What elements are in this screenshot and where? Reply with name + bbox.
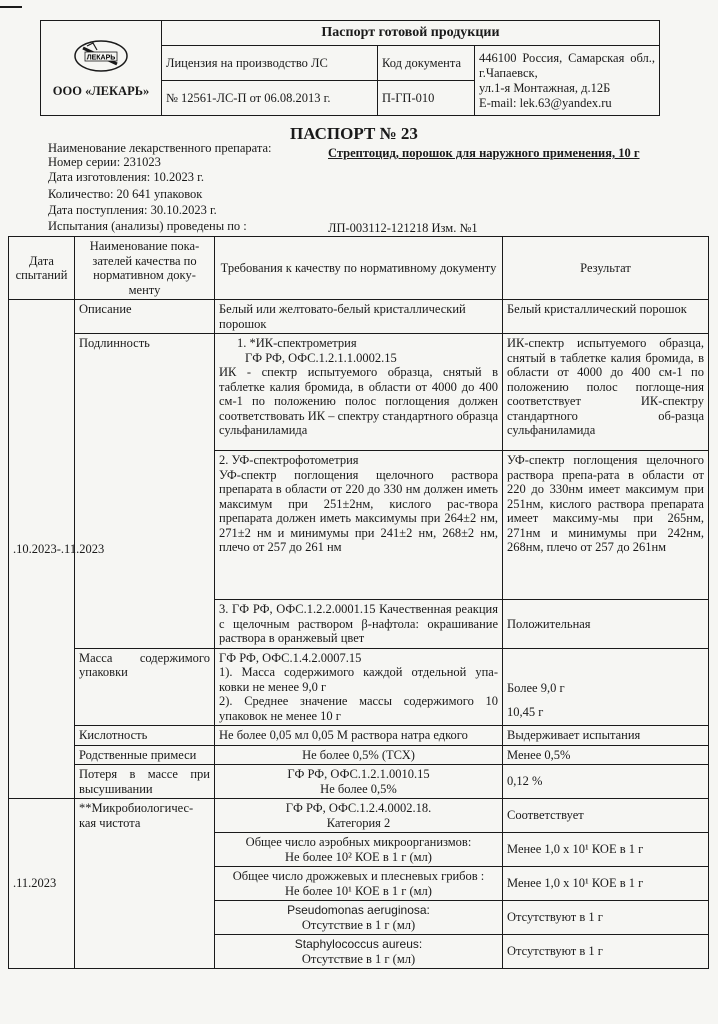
req-aerobic	[215, 833, 503, 867]
tests-label: Испытания (анализы) проведены по :	[48, 219, 247, 233]
mass-req-2: 2). Среднее значение массы содержимого 10 упаковок не менее 10 г	[219, 694, 498, 723]
doc-code-value: П-ГП-010	[378, 81, 475, 116]
table-row	[9, 799, 709, 833]
header-result: Результат	[503, 237, 709, 300]
yeast-limit: Не более 10¹ КОЕ в 1 г (мл)	[285, 883, 432, 898]
res-yeast: Менее 1,0 х 10¹ КОЕ в 1 г	[503, 867, 709, 901]
req-yeast	[215, 867, 503, 901]
address-line-2: ул.1-я Монтажная, д.12Б	[479, 80, 611, 95]
res-identity-uv: УФ-спектр поглощения щелочного раствора препа-рата в области от 220 до 330нм имеет максимум при 251нм, кислого раствора препарата имеет максиму-мы при 265нм, 271нм и минимумы при 242нм, 268нм, плечо от 257 до 261нм	[503, 451, 709, 600]
doc-code-label: Код документа	[378, 46, 475, 81]
ir-title: 1. *ИК-спектрометрия	[237, 336, 357, 350]
drug-label: Наименование лекарственного препарата:	[48, 141, 272, 155]
date-cell-2: .11.2023	[9, 799, 75, 969]
aerobic-limit: Не более 10² КОЕ в 1 г (мл)	[285, 849, 432, 864]
pseudomonas-limit: Отсутствие в 1 г (мл)	[301, 917, 416, 932]
req-identity-reaction: 3. ГФ РФ, ОФС.1.2.2.0001.15 Качественная реакция с щелочным раствором β-нафтола: окрашивание раствора в оранжевый цвет	[215, 600, 503, 649]
indicator-description: Описание	[75, 300, 215, 334]
res-mass	[503, 648, 709, 726]
table-row	[9, 648, 709, 726]
req-micro	[215, 799, 503, 833]
table-row	[9, 745, 709, 765]
company-name: ООО «ЛЕКАРЬ»	[52, 83, 150, 98]
series-number: Номер серии: 231023	[48, 155, 161, 169]
table-row	[9, 300, 709, 334]
license-label: Лицензия на производство ЛС	[162, 46, 378, 81]
mass-ref: ГФ РФ, ОФС.1.4.2.0007.15	[219, 650, 362, 665]
date-cell-1: .10.2023-.11.2023	[9, 300, 75, 799]
micro-category: Категория 2	[326, 815, 391, 830]
res-aerobic: Менее 1,0 х 10¹ КОЕ в 1 г	[503, 833, 709, 867]
req-staphylococcus	[215, 935, 503, 969]
scan-mark	[0, 6, 22, 8]
drug-value: Стрептоцид, порошок для наружного применения, 10 г	[328, 146, 640, 160]
req-identity-uv	[215, 451, 503, 600]
table-row	[9, 334, 709, 451]
res-acidity: Выдерживает испытания	[503, 726, 709, 746]
tests-value: ЛП-003112-121218 Изм. №1	[328, 221, 478, 235]
req-pseudomonas	[215, 901, 503, 935]
staphylococcus-limit: Отсутствие в 1 г (мл)	[301, 951, 416, 966]
table-row	[9, 726, 709, 746]
document-header	[40, 20, 660, 116]
loss-ref: ГФ РФ, ОФС.1.2.1.0010.15	[287, 767, 430, 781]
req-description: Белый или желтовато-белый кристаллический порошок	[215, 300, 503, 334]
mass-res-2: 10,45 г	[507, 705, 544, 719]
mass-req-1: 1). Масса содержимого каждой отдельной упа-ковки не менее 9,0 г	[219, 665, 498, 694]
header-title: Паспорт готовой продукции	[162, 21, 660, 46]
manufacture-date: Дата изготовления: 10.2023 г.	[48, 170, 204, 184]
uv-req: УФ-спектр поглощения щелочного раствора препарата в области от 220 до 330 нм должен иметь максимум при 251±2нм, кислого рас-твора препарата должен иметь максимумы при 264±2 нм, 271±2 нм и минимумы при 241±2 нм, 268±2 нм, плечо от 257 до 261 нм	[219, 467, 498, 554]
res-pseudomonas: Отсутствуют в 1 г	[503, 901, 709, 935]
req-acidity: Не более 0,05 мл 0,05 М раствора натра едкого	[215, 726, 503, 746]
logo-text: ЛЕКАРЬ	[86, 54, 116, 61]
staphylococcus-label: Staphylococcus aureus:	[294, 937, 423, 951]
req-identity-ir	[215, 334, 503, 451]
indicator-acidity: Кислотность	[75, 726, 215, 746]
indicator-mass: Масса содержимого упаковки	[75, 648, 215, 726]
uv-title: 2. УФ-спектрофотометрия	[219, 453, 359, 467]
table-row	[9, 765, 709, 799]
res-loss: 0,12 %	[503, 765, 709, 799]
yeast-label: Общее число дрожжевых и плесневых грибов :	[232, 869, 485, 883]
micro-ref: ГФ РФ, ОФС.1.2.4.0002.18.	[285, 801, 432, 815]
email: E-mail: lek.63@yandex.ru	[479, 95, 612, 110]
indicator-micro: **Микробиологичес-кая чистота	[75, 799, 215, 969]
res-micro: Соответствует	[503, 799, 709, 833]
license-value: № 12561-ЛС-П от 06.08.2013 г.	[162, 81, 378, 116]
res-impurities: Менее 0,5%	[503, 745, 709, 765]
aerobic-label: Общее число аэробных микроорганизмов:	[245, 835, 472, 849]
res-staphylococcus: Отсутствуют в 1 г	[503, 935, 709, 969]
pseudomonas-label: Pseudomonas aeruginosa:	[287, 903, 430, 917]
address-line-1: 446100 Россия, Самарская обл., г.Чапаевск,	[479, 50, 655, 80]
quality-table	[8, 236, 709, 969]
ir-req: ИК - спектр испытуемого образца, снятый в таблетке калия бромида, в области от 4000 до 400 см-1 по положению полос поглощения должен соответствовать ИК – спектру стандартного образца сульфаниламида	[219, 365, 498, 437]
passport-title: ПАСПОРТ № 23	[290, 124, 418, 143]
header-indicator: Наименование пока-зателей качества по нормативном доку-менту	[75, 237, 215, 300]
receipt-date: Дата поступления: 30.10.2023 г.	[48, 203, 217, 217]
res-identity-ir: ИК-спектр испытуемого образца, снятый в таблетке калия бромида, в области от 4000 до 400 см-1 по положению полос поглоще-ния соответствует ИК-спектру стандартного об-разца сульфаниламида	[503, 334, 709, 451]
indicator-loss: Потеря в массе при высушивании	[75, 765, 215, 799]
table-header-row	[9, 237, 709, 300]
quantity: Количество: 20 641 упаковок	[48, 187, 203, 201]
mass-res-1: Более 9,0 г	[507, 680, 565, 695]
ir-ref: ГФ РФ, ОФС.1.2.1.1.0002.15	[245, 350, 397, 365]
res-description: Белый кристаллический порошок	[503, 300, 709, 334]
indicator-impurities: Родственные примеси	[75, 745, 215, 765]
req-mass	[215, 648, 503, 726]
indicator-identity: Подлинность	[75, 334, 215, 649]
res-identity-reaction: Положительная	[503, 600, 709, 649]
company-logo-icon	[73, 38, 129, 74]
header-requirements: Требования к качеству по нормативному документу	[215, 237, 503, 300]
req-loss	[215, 765, 503, 799]
address-cell	[475, 46, 660, 116]
loss-limit: Не более 0,5%	[320, 781, 397, 796]
company-cell	[41, 21, 162, 116]
header-date: Дата спытаний	[9, 237, 75, 300]
req-impurities: Не более 0,5% (ТСХ)	[215, 745, 503, 765]
